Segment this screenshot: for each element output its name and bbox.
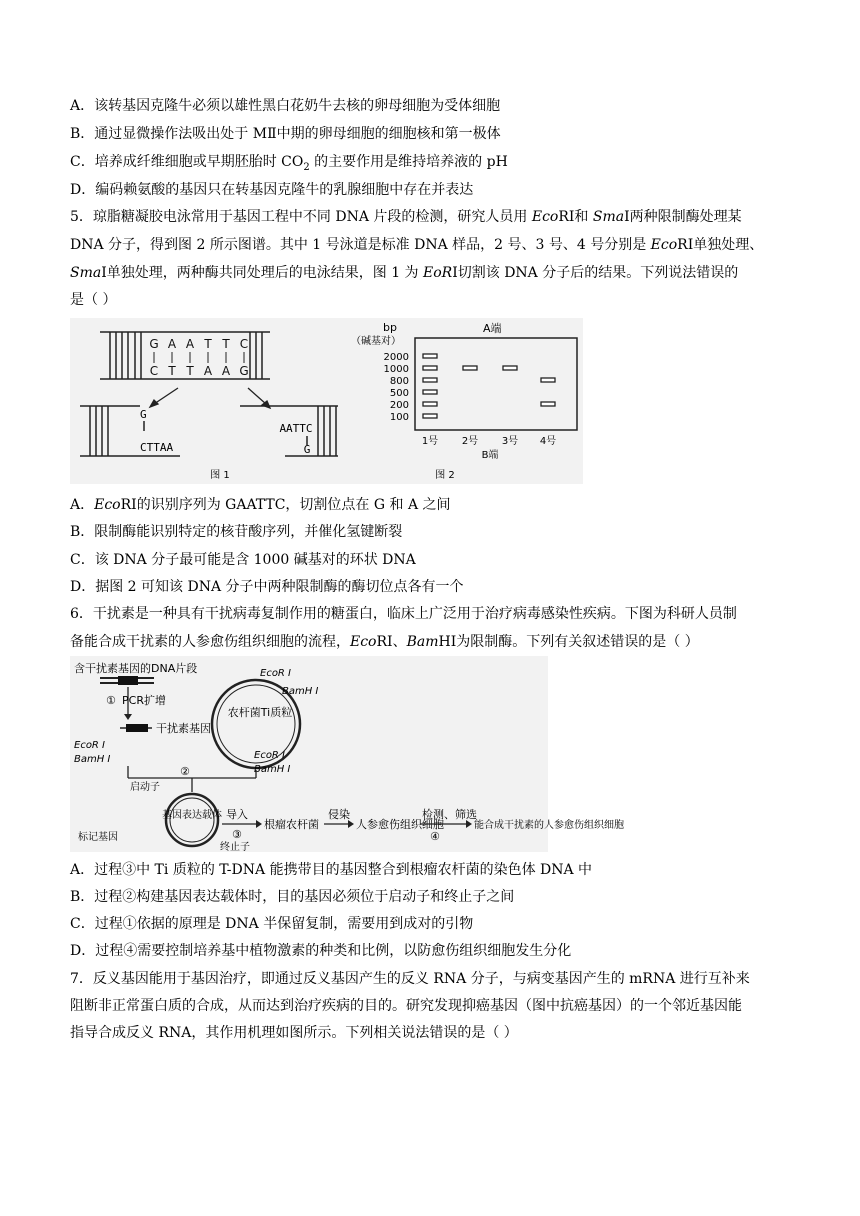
dna-fragment-label: 含干扰素基因的DNA片段: [74, 662, 198, 675]
seq-top-1: G: [149, 337, 159, 351]
ladder-band-1000: [423, 366, 437, 370]
q5-option-c: C．该 DNA 分子最可能是含 1000 碱基对的环状 DNA: [70, 552, 416, 568]
terminator-label: 终止子: [220, 842, 250, 853]
left-frag-top: G: [140, 408, 147, 421]
ifn-gene-label: 干扰素基因: [156, 722, 211, 735]
vector-label: 基因表达载体: [162, 810, 222, 821]
step-1: ①: [106, 694, 116, 707]
seq-bottom-6: G: [239, 364, 249, 378]
lane-3-label: 3号: [501, 436, 519, 447]
q6-option-a: A．过程③中 Ti 质粒的 T-DNA 能携带目的基因整合到根瘤农杆菌的染色体 DNA 中: [70, 862, 593, 878]
q6-option-b: B．过程②构建基因表达载体时，目的基因必须位于启动子和终止子之间: [70, 889, 515, 905]
pcr-label: PCR扩增: [122, 694, 166, 707]
q6-option-c: C．过程①依据的原理是 DNA 半保留复制，需要用到成对的引物: [70, 916, 474, 932]
q4-option-a: A．该转基因克隆牛必须以雄性黑白花奶牛去核的卵母细胞为受体细胞: [70, 98, 501, 114]
gel-unit-note: （碱基对）: [351, 336, 401, 347]
lane-4-label: 4号: [539, 436, 557, 447]
callus-label: 人参愈伤组织细胞: [356, 818, 444, 831]
right-frag-bottom: G: [303, 443, 311, 456]
seq-bottom-3: T: [186, 364, 194, 378]
q5-option-a: A．EcoRⅠ的识别序列为 GAATTC，切割位点在 G 和 A 之间: [70, 497, 451, 513]
q4-option-c: C．培养成纤维细胞或早期胚胎时 $CO_2$ 的主要作用是维持培养液的 pH: [70, 154, 508, 173]
seq-top-6: C: [239, 337, 249, 351]
lane4-band-200: [541, 402, 555, 406]
seq-top-5: T: [222, 337, 230, 351]
import-label: 导入: [226, 808, 248, 821]
q4-option-b: B．通过显微操作法吸出处于 MⅡ中期的卵母细胞的细胞核和第一极体: [70, 126, 501, 142]
right-bamh-label: BamH Ⅰ: [254, 764, 291, 775]
seq-top-4: T: [204, 337, 212, 351]
gel-frame: [415, 338, 577, 430]
gel-end-b: B端: [481, 450, 499, 461]
gel-unit: bp: [383, 321, 397, 334]
step-3: ③: [232, 828, 242, 841]
promoter-label: 启动子: [130, 782, 160, 793]
q6-option-d: D．过程④需要控制培养基中植物激素的种类和比例，以防愈伤组织细胞发生分化: [70, 943, 572, 959]
q7-stem-line-3: 指导合成反义 RNA，其作用机理如图所示。下列相关说法错误的是（ ）: [70, 1025, 518, 1041]
ladder-label-100: 100: [389, 412, 409, 423]
q6-stem-line-1: 6．干扰素是一种具有干扰病毒复制作用的糖蛋白，临床上广泛用于治疗病毒感染性疾病。下图为科研人员制: [70, 606, 737, 622]
left-ecor-label: EcoR Ⅰ: [74, 740, 106, 751]
plasmid-bamh-label: BamH Ⅰ: [282, 686, 319, 697]
infect-label: 侵染: [328, 808, 350, 821]
left-bamh-label: BamH Ⅰ: [74, 754, 111, 765]
figure-2-svg: [345, 318, 583, 484]
ladder-label-200: 200: [389, 400, 409, 411]
ladder-band-800: [423, 378, 437, 382]
q5-stem-line-4: 是（ ）: [70, 292, 117, 308]
lane-1-label: 1号: [421, 436, 439, 447]
ladder-band-500: [423, 390, 437, 394]
seq-bottom-4: A: [203, 364, 213, 378]
marker-gene-label: 标记基因: [78, 832, 118, 843]
seq-top-3: A: [185, 337, 195, 351]
q5-stem-line-2: DNA 分子，得到图 2 所示图谱。其中 1 号泳道是标准 DNA 样品，2 号、3 号、4 号分别是 EcoRⅠ单独处理、: [70, 237, 764, 253]
left-frag-bottom: CTTAA: [140, 441, 174, 454]
seq-top-2: A: [167, 337, 177, 351]
right-ecor-label: EcoR Ⅰ: [254, 750, 286, 761]
seq-bottom-5: A: [221, 364, 231, 378]
step-4: ④: [430, 830, 440, 843]
lane-2-label: 2号: [461, 436, 479, 447]
ladder-band-100: [423, 414, 437, 418]
figure-2: [345, 318, 583, 484]
agrobacterium-label: 根瘤农杆菌: [264, 818, 319, 831]
result-label: 能合成干扰素的人参愈伤组织细胞: [474, 820, 624, 831]
q5-option-d: D．据图 2 可知该 DNA 分子中两种限制酶的酶切位点各有一个: [70, 579, 464, 595]
step-2: ②: [180, 765, 190, 778]
ladder-band-2000: [423, 354, 437, 358]
right-frag-top: AATTC: [279, 422, 313, 435]
plasmid-ecor-label: EcoR Ⅰ: [260, 668, 292, 679]
figure-6-flow: [70, 656, 624, 853]
q5-stem-line-3: SmaⅠ单独处理，两种酶共同处理后的电泳结果，图 1 为 EoRⅠ切割该 DNA 分子后的结果。下列说法错误的: [70, 265, 739, 281]
detect-label: 检测、筛选: [422, 808, 477, 821]
q6-stem-line-2: 备能合成干扰素的人参愈伤组织细胞的流程，EcoRⅠ、BamHⅠ为限制酶。下列有关叙述错误的是（ ）: [70, 634, 699, 650]
gel-end-a: A端: [483, 322, 502, 335]
q4-option-d: D．编码赖氨酸的基因只在转基因克隆牛的乳腺细胞中存在并表达: [70, 182, 474, 198]
figure-1-caption: 图 1: [210, 470, 230, 481]
figure-2-caption: 图 2: [435, 470, 455, 481]
lane3-band-1000: [503, 366, 517, 370]
ladder-label-800: 800: [389, 376, 409, 387]
figure-6-svg: [70, 656, 624, 853]
lane2-band-1000: [463, 366, 477, 370]
seq-bottom-1: C: [149, 364, 159, 378]
seq-bottom-2: T: [168, 364, 176, 378]
figure-1-svg: [70, 318, 345, 484]
ladder-label-500: 500: [389, 388, 409, 399]
q5-option-b: B．限制酶能识别特定的核苷酸序列，并催化氢键断裂: [70, 524, 403, 540]
q7-stem-line-1: 7．反义基因能用于基因治疗，即通过反义基因产生的反义 RNA 分子，与病变基因产生的 mRNA 进行互补来: [70, 971, 750, 987]
plasmid-label: 农杆菌Ti质粒: [227, 706, 293, 719]
q7-stem-line-2: 阻断非正常蛋白质的合成，从而达到治疗疾病的目的。研究发现抑癌基因（图中抗癌基因）的一个邻近基因能: [70, 998, 742, 1014]
lane4-band-800: [541, 378, 555, 382]
ladder-band-200: [423, 402, 437, 406]
ladder-label-2000: 2000: [383, 352, 409, 363]
ladder-label-1000: 1000: [383, 364, 409, 375]
figure-1: [70, 318, 345, 484]
q5-stem-line-1: 5．琼脂糖凝胶电泳常用于基因工程中不同 DNA 片段的检测，研究人员用 EcoRⅠ和 SmaⅠ两种限制酶处理某: [70, 209, 742, 225]
